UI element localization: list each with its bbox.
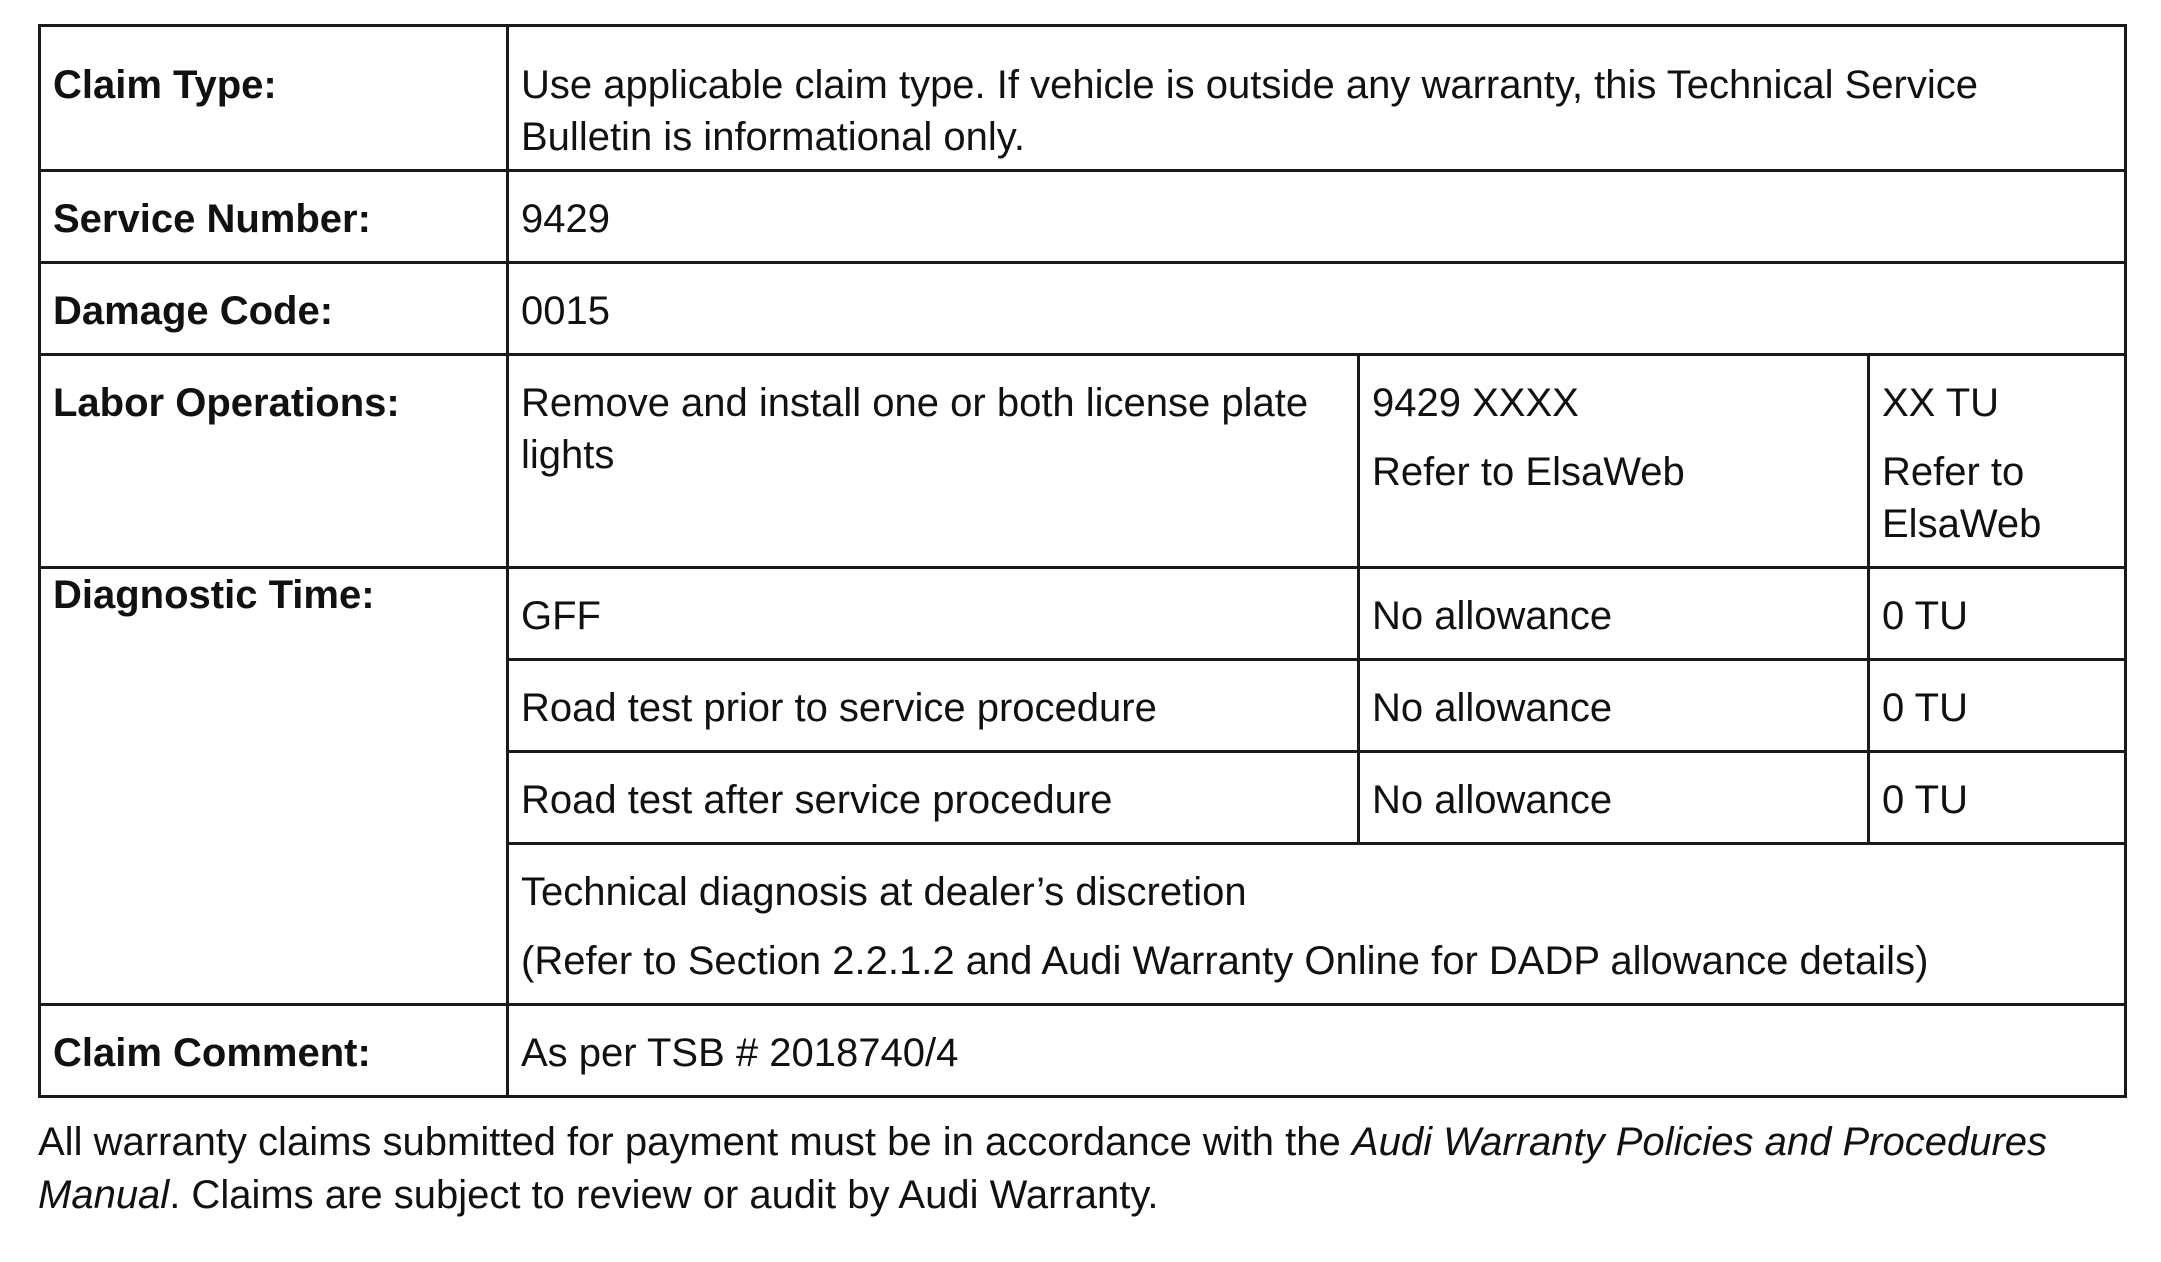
claim-type-label: Claim Type: [40,26,508,171]
diagnostic-item-allowance: No allowance [1359,568,1869,660]
labor-operation-code-note: Refer to ElsaWeb [1372,450,1685,494]
labor-operation-code-cell [1359,355,1869,568]
diagnostic-time-label: Diagnostic Time: [40,568,508,1005]
labor-operation-time-cell [1869,355,2126,568]
footer-manual-title: Audi Warranty Policies and Procedures Manual [38,1120,2048,1217]
labor-operation-time: XX TU [1882,381,2000,425]
claim-comment-label: Claim Comment: [40,1005,508,1097]
warranty-claim-document [38,24,2124,1262]
diagnostic-item-description: GFF [508,568,1359,660]
claim-type-value: Use applicable claim type. If vehicle is outside any warranty, this Technical Service Bulletin is informational only. [508,26,2126,171]
claim-type-row [40,26,2126,171]
diagnostic-note-line1: Technical diagnosis at dealer’s discretion [521,870,1247,914]
service-number-label: Service Number: [40,171,508,263]
diagnostic-item-description: Road test prior to service procedure [508,660,1359,752]
diagnostic-item-description: Road test after service procedure [508,752,1359,844]
diagnostic-note-cell [508,844,2126,1005]
service-number-row [40,171,2126,263]
diagnostic-item-allowance: No allowance [1359,752,1869,844]
labor-operations-label: Labor Operations: [40,355,508,568]
diagnostic-time-row [40,568,2126,660]
diagnostic-item-time: 0 TU [1869,752,2126,844]
service-number-value: 9429 [508,171,2126,263]
diagnostic-item-time: 0 TU [1869,660,2126,752]
footer-prefix: All warranty claims submitted for payment must be in accordance with the [38,1120,1352,1164]
claim-comment-value: As per TSB # 2018740/4 [508,1005,2126,1097]
damage-code-value: 0015 [508,263,2126,355]
claim-info-table [38,24,2127,1098]
diagnostic-item-allowance: No allowance [1359,660,1869,752]
labor-operation-time-note: Refer to ElsaWeb [1882,450,2042,546]
labor-operation-description: Remove and install one or both license plate lights [508,355,1359,568]
damage-code-label: Damage Code: [40,263,508,355]
diagnostic-item-time: 0 TU [1869,568,2126,660]
warranty-footer-note [38,1116,2138,1222]
claim-comment-row [40,1005,2126,1097]
diagnostic-note-line2: (Refer to Section 2.2.1.2 and Audi Warranty Online for DADP allowance details) [521,939,1929,983]
damage-code-row [40,263,2126,355]
labor-operation-code: 9429 XXXX [1372,381,1579,425]
labor-operations-row [40,355,2126,568]
footer-suffix: . Claims are subject to review or audit by Audi Warranty. [169,1173,1159,1217]
